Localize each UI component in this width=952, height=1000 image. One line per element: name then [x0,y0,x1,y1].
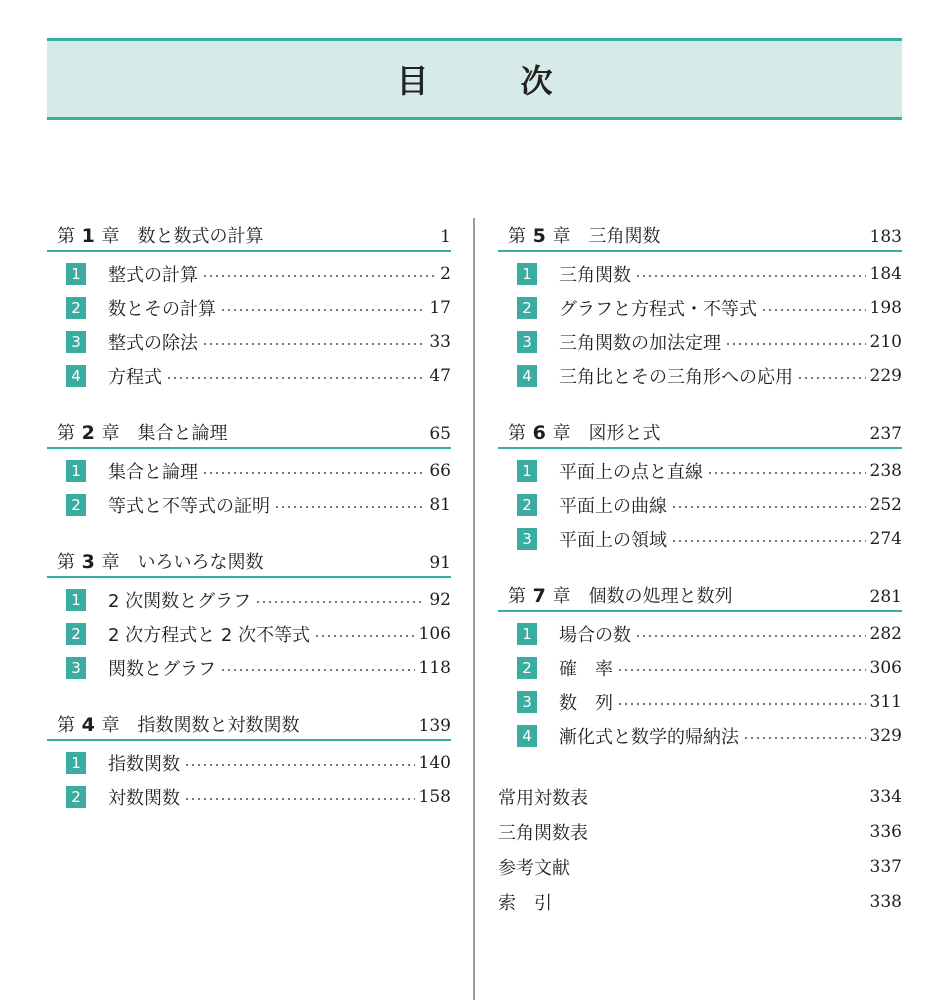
chapter-prefix: 第 [57,423,75,444]
section-page: 140 [418,753,451,773]
chapter [498,222,902,393]
chapter-prefix: 第 [57,226,75,247]
chapter-title: 三角関数 [588,226,661,247]
appendix-title: 常用対数表 [498,787,588,809]
section-title: 漸化式と数学的帰納法 [559,727,739,748]
appendix-title: 索 引 [498,892,552,914]
appendix-entry[interactable] [498,779,902,814]
section-page: 311 [869,692,902,712]
appendix-page: 338 [869,891,902,912]
chapter-suffix: 章 [101,226,120,247]
section-entry[interactable] [47,488,451,522]
section-title: 確 率 [559,659,613,680]
section-entry[interactable] [498,291,902,325]
section-number-badge: 3 [66,331,86,353]
section-entry[interactable] [498,719,902,753]
section-entry[interactable] [498,325,902,359]
chapter-suffix: 章 [552,586,571,607]
chapter-number: 4 [75,714,102,736]
section-entry[interactable] [47,651,451,685]
chapter-heading[interactable] [47,419,451,449]
section-entry[interactable] [47,454,451,488]
section-title: 整式の除法 [108,333,198,354]
dot-leader [184,764,415,766]
chapter-suffix: 章 [552,423,571,444]
section-title: 集合と論理 [108,462,198,483]
section-entry[interactable] [47,291,451,325]
chapter-number: 3 [75,551,102,573]
section-entry[interactable] [47,359,451,393]
chapter-title: 個数の処理と数列 [588,586,733,607]
column-divider [473,218,475,1000]
section-title: 等式と不等式の証明 [108,496,270,517]
section-entry[interactable] [498,685,902,719]
section-title: 方程式 [108,367,162,388]
section-page: 2 [440,264,451,284]
section-number-badge: 4 [517,365,537,387]
section-number-badge: 4 [517,725,537,747]
section-entry[interactable] [47,780,451,814]
section-list [498,612,902,753]
section-number-badge: 2 [66,494,86,516]
section-number-badge: 2 [66,297,86,319]
chapter-number: 2 [75,422,102,444]
dot-leader [202,343,425,345]
dot-leader [671,506,866,508]
chapter-number: 6 [526,422,553,444]
section-list [498,252,902,393]
section-page: 158 [418,787,451,807]
page-title: 目 次 [396,62,583,100]
section-number-badge: 1 [66,589,86,611]
chapter-heading[interactable] [498,419,902,449]
chapter-title: 指数関数と対数関数 [137,715,300,736]
section-title: 整式の計算 [108,265,198,286]
chapter-heading[interactable] [47,548,451,578]
section-page: 306 [869,658,902,678]
section-number-badge: 2 [66,786,86,808]
section-page: 66 [429,461,451,481]
dot-leader [635,275,866,277]
dot-leader [166,377,425,379]
section-page: 198 [869,298,902,318]
appendix-list [498,779,902,919]
section-number-badge: 1 [66,263,86,285]
dot-leader [202,275,436,277]
chapter [47,548,451,685]
section-title: 三角関数 [559,265,631,286]
section-page: 184 [869,264,902,284]
section-page: 106 [418,624,451,644]
section-number-badge: 2 [517,297,537,319]
section-list [47,741,451,814]
dot-leader [220,669,415,671]
chapter-title: 数と数式の計算 [137,226,264,247]
section-page: 229 [869,366,902,386]
section-entry[interactable] [498,488,902,522]
appendix-page: 334 [869,786,902,807]
chapter-suffix: 章 [101,552,120,573]
section-title: 2 次関数とグラフ [108,591,252,612]
dot-leader [184,798,415,800]
chapter-number: 5 [526,225,553,247]
section-title: 2 次方程式と 2 次不等式 [108,625,311,646]
chapter-heading[interactable] [498,222,902,252]
section-page: 47 [429,366,451,386]
chapter-prefix: 第 [508,226,526,247]
section-entry[interactable] [498,617,902,651]
chapter-prefix: 第 [508,586,526,607]
dot-leader [743,737,866,739]
section-number-badge: 2 [517,657,537,679]
section-entry[interactable] [498,359,902,393]
section-page: 33 [429,332,451,352]
section-number-badge: 3 [66,657,86,679]
chapter-page: 65 [429,424,451,444]
chapter [47,222,451,393]
section-title: 平面上の領域 [559,530,667,551]
appendix-page: 337 [869,856,902,877]
chapter-heading[interactable] [498,582,902,612]
dot-leader [617,669,866,671]
section-title: グラフと方程式・不等式 [559,299,757,320]
dot-leader [635,635,866,637]
dot-leader [274,506,425,508]
section-number-badge: 2 [66,623,86,645]
section-list [498,449,902,556]
chapter-page: 91 [429,553,451,573]
section-page: 282 [869,624,902,644]
section-title: 対数関数 [108,788,180,809]
chapter-page: 281 [869,587,902,607]
section-number-badge: 1 [66,752,86,774]
chapter [498,419,902,556]
dot-leader [761,309,866,311]
section-list [47,252,451,393]
section-page: 17 [429,298,451,318]
chapter [47,419,451,522]
chapter [498,582,902,753]
chapter-number: 7 [526,585,553,607]
section-number-badge: 1 [517,263,537,285]
section-entry[interactable] [498,651,902,685]
section-page: 252 [869,495,902,515]
appendix-title: 三角関数表 [498,822,588,844]
dot-leader [797,377,866,379]
section-page: 329 [869,726,902,746]
dot-leader [220,309,425,311]
chapter-page: 139 [418,716,451,736]
section-title: 数 列 [559,693,613,714]
section-number-badge: 1 [517,623,537,645]
title-band [47,38,902,120]
appendix-page: 336 [869,821,902,842]
section-title: 平面上の点と直線 [559,462,703,483]
dot-leader [617,703,866,705]
dot-leader [707,472,866,474]
chapter-prefix: 第 [57,715,75,736]
section-title: 場合の数 [559,625,631,646]
appendix-title: 参考文献 [498,857,570,879]
section-number-badge: 1 [66,460,86,482]
section-list [47,449,451,522]
section-entry[interactable] [47,325,451,359]
section-title: 指数関数 [108,754,180,775]
chapter-heading[interactable] [47,222,451,252]
dot-leader [255,601,425,603]
section-entry[interactable] [47,583,451,617]
section-number-badge: 3 [517,331,537,353]
section-number-badge: 1 [517,460,537,482]
section-number-badge: 3 [517,691,537,713]
section-entry[interactable] [47,746,451,780]
section-entry[interactable] [47,617,451,651]
section-number-badge: 3 [517,528,537,550]
section-number-badge: 2 [517,494,537,516]
section-title: 平面上の曲線 [559,496,667,517]
dot-leader [725,343,866,345]
toc-right-column [498,222,902,919]
chapter-page: 183 [869,227,902,247]
appendix-entry[interactable] [498,814,902,849]
chapter-title: 集合と論理 [137,423,228,444]
section-page: 274 [869,529,902,549]
dot-leader [671,540,866,542]
chapter-page: 237 [869,424,902,444]
dot-leader [314,635,414,637]
section-page: 81 [429,495,451,515]
section-list [47,578,451,685]
section-page: 92 [429,590,451,610]
chapter-number: 1 [75,225,102,247]
section-entry[interactable] [498,454,902,488]
chapter-prefix: 第 [508,423,526,444]
appendix-entry[interactable] [498,884,902,919]
section-entry[interactable] [498,522,902,556]
chapter-heading[interactable] [47,711,451,741]
chapter-title: いろいろな関数 [137,552,264,573]
section-title: 関数とグラフ [108,659,216,680]
toc-left-column [47,222,451,840]
chapter [47,711,451,814]
section-entry[interactable] [498,257,902,291]
section-title: 三角比とその三角形への応用 [559,367,793,388]
section-number-badge: 4 [66,365,86,387]
section-title: 数とその計算 [108,299,216,320]
chapter-page: 1 [440,227,451,247]
chapter-prefix: 第 [57,552,75,573]
section-page: 238 [869,461,902,481]
appendix-entry[interactable] [498,849,902,884]
section-title: 三角関数の加法定理 [559,333,721,354]
section-entry[interactable] [47,257,451,291]
chapter-title: 図形と式 [588,423,661,444]
section-page: 210 [869,332,902,352]
section-page: 118 [418,658,451,678]
dot-leader [202,472,425,474]
chapter-suffix: 章 [101,423,120,444]
chapter-suffix: 章 [101,715,120,736]
chapter-suffix: 章 [552,226,571,247]
